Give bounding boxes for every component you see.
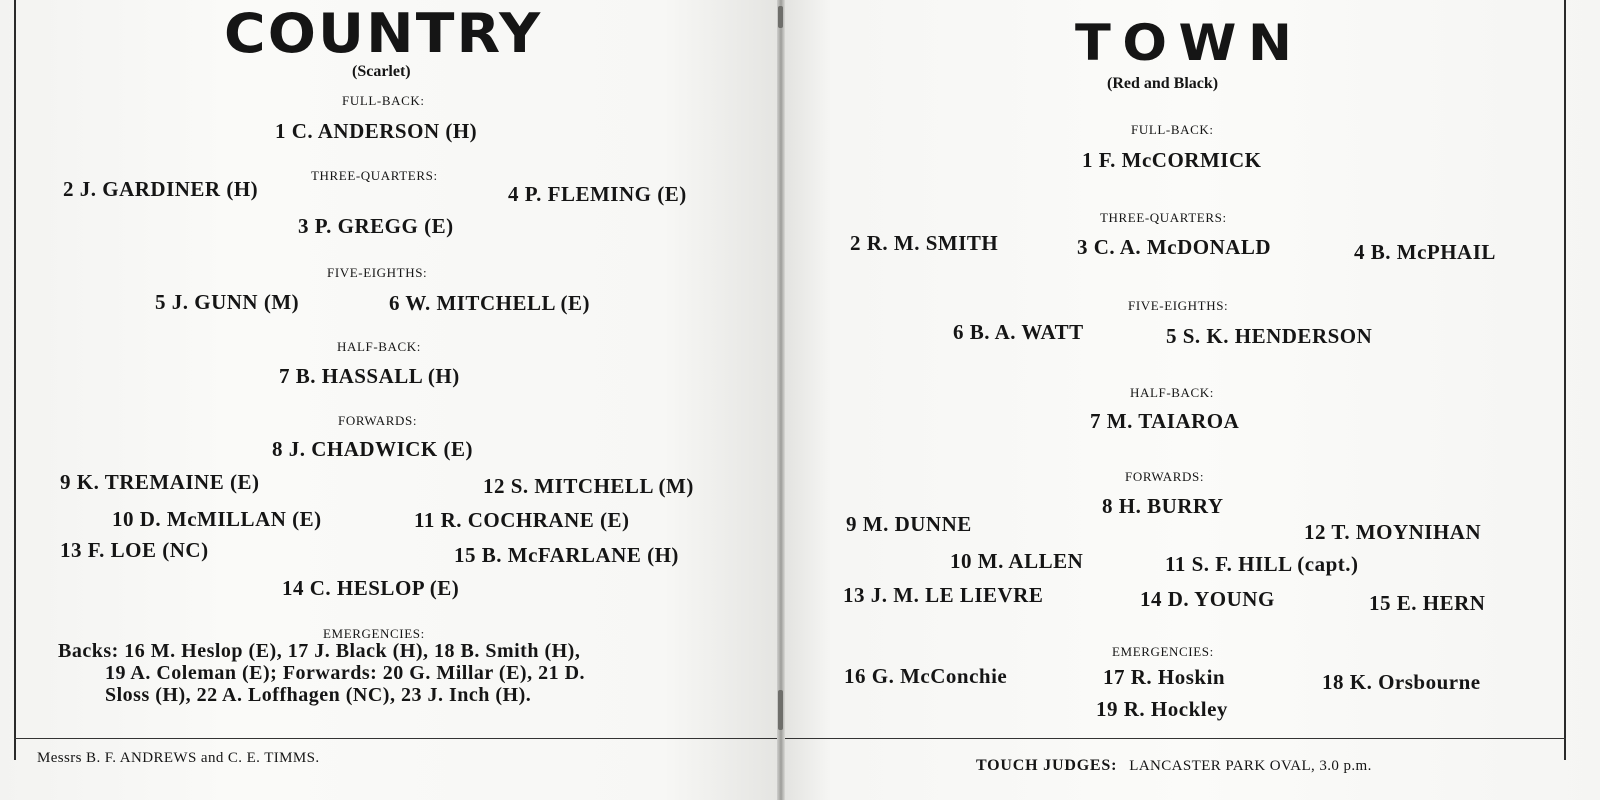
town-forward-8: 15 E. HERN xyxy=(1369,591,1486,615)
town-forward-7: 14 D. YOUNG xyxy=(1140,587,1275,611)
country-forward-1: 8 J. CHADWICK (E) xyxy=(272,437,473,461)
town-fiveeighth-1: 6 B. A. WATT xyxy=(953,320,1084,344)
town-forward-3: 12 T. MOYNIHAN xyxy=(1304,520,1482,544)
town-threequarter-3: 4 B. McPHAIL xyxy=(1354,240,1496,264)
touch-judges-venue: LANCASTER PARK OVAL, 3.0 p.m. xyxy=(1129,758,1372,774)
footer-touch-judges xyxy=(976,757,1372,775)
country-forwards-heading: FORWARDS: xyxy=(338,413,418,428)
booklet-spine xyxy=(777,0,785,800)
town-forward-4: 10 M. ALLEN xyxy=(950,549,1084,573)
staple-top xyxy=(778,6,783,28)
country-emergencies-line-2: 19 A. Coleman (E); Forwards: 20 G. Millar (E), 21 D. xyxy=(105,662,586,684)
country-forward-6: 13 F. LOE (NC) xyxy=(60,538,209,562)
town-fullback-heading: FULL-BACK: xyxy=(1131,122,1214,137)
country-halfback-heading: HALF-BACK: xyxy=(337,339,422,354)
country-forward-7: 15 B. McFARLANE (H) xyxy=(454,543,679,567)
town-threequarters-heading: THREE-QUARTERS: xyxy=(1100,210,1227,225)
country-threequarters-heading: THREE-QUARTERS: xyxy=(311,168,438,183)
town-halfback: 7 M. TAIAROA xyxy=(1090,409,1240,433)
town-fiveeighth-2: 5 S. K. HENDERSON xyxy=(1166,324,1373,348)
town-threequarter-1: 2 R. M. SMITH xyxy=(850,231,999,255)
country-emergencies-line-3: Sloss (H), 22 A. Loffhagen (NC), 23 J. Inch (H). xyxy=(105,684,532,706)
town-forward-2: 9 M. DUNNE xyxy=(846,512,972,536)
town-page xyxy=(782,0,1600,800)
country-fiveeighth-2: 6 W. MITCHELL (E) xyxy=(389,291,591,315)
country-fullback-heading: FULL-BACK: xyxy=(342,93,425,108)
town-emergency-3: 18 K. Orsbourne xyxy=(1322,670,1481,694)
country-threequarter-1: 2 J. GARDINER (H) xyxy=(63,177,259,201)
country-threequarter-3: 3 P. GREGG (E) xyxy=(298,214,454,238)
country-forward-4: 10 D. McMILLAN (E) xyxy=(112,507,322,531)
country-colour: (Scarlet) xyxy=(352,63,411,80)
town-fullback: 1 F. McCORMICK xyxy=(1082,148,1262,172)
town-forward-1: 8 H. BURRY xyxy=(1102,494,1224,518)
country-forward-8: 14 C. HESLOP (E) xyxy=(282,576,460,600)
staple-bottom xyxy=(778,690,783,730)
country-forward-3: 12 S. MITCHELL (M) xyxy=(483,474,694,498)
town-forward-6: 13 J. M. LE LIEVRE xyxy=(843,583,1044,607)
town-threequarter-2: 3 C. A. McDONALD xyxy=(1077,235,1272,259)
town-forward-5: 11 S. F. HILL (capt.) xyxy=(1165,552,1359,576)
country-fiveeighth-1: 5 J. GUNN (M) xyxy=(155,290,300,314)
page-border-left xyxy=(14,0,16,760)
town-emergencies-heading: EMERGENCIES: xyxy=(1112,644,1214,659)
country-threequarter-2: 4 P. FLEMING (E) xyxy=(508,182,687,206)
town-forwards-heading: FORWARDS: xyxy=(1125,469,1205,484)
footer-referees: Messrs B. F. ANDREWS and C. E. TIMMS. xyxy=(37,750,320,766)
touch-judges-label: TOUCH JUDGES: xyxy=(976,757,1118,774)
town-emergency-4: 19 R. Hockley xyxy=(1096,697,1228,721)
town-emergency-2: 17 R. Hoskin xyxy=(1103,665,1226,689)
footer-divider-right xyxy=(782,738,1566,739)
country-forward-5: 11 R. COCHRANE (E) xyxy=(414,508,630,532)
footer-divider-left xyxy=(14,738,782,739)
country-fiveeighths-heading: FIVE-EIGHTHS: xyxy=(327,265,428,280)
country-emergencies-heading: EMERGENCIES: xyxy=(323,626,425,641)
country-fullback: 1 C. ANDERSON (H) xyxy=(275,119,478,143)
town-title: TOWN xyxy=(1075,14,1304,72)
page-border-right xyxy=(1564,0,1566,760)
town-colour: (Red and Black) xyxy=(1107,75,1219,92)
town-fiveeighths-heading: FIVE-EIGHTHS: xyxy=(1128,298,1229,313)
country-halfback: 7 B. HASSALL (H) xyxy=(279,364,460,388)
town-halfback-heading: HALF-BACK: xyxy=(1130,385,1215,400)
town-emergency-1: 16 G. McConchie xyxy=(844,664,1008,688)
country-forward-2: 9 K. TREMAINE (E) xyxy=(60,470,260,494)
country-title: COUNTRY xyxy=(224,2,543,65)
country-emergencies-line-1: Backs: 16 M. Heslop (E), 17 J. Black (H), 18 B. Smith (H), xyxy=(58,640,581,662)
country-page xyxy=(0,0,782,800)
